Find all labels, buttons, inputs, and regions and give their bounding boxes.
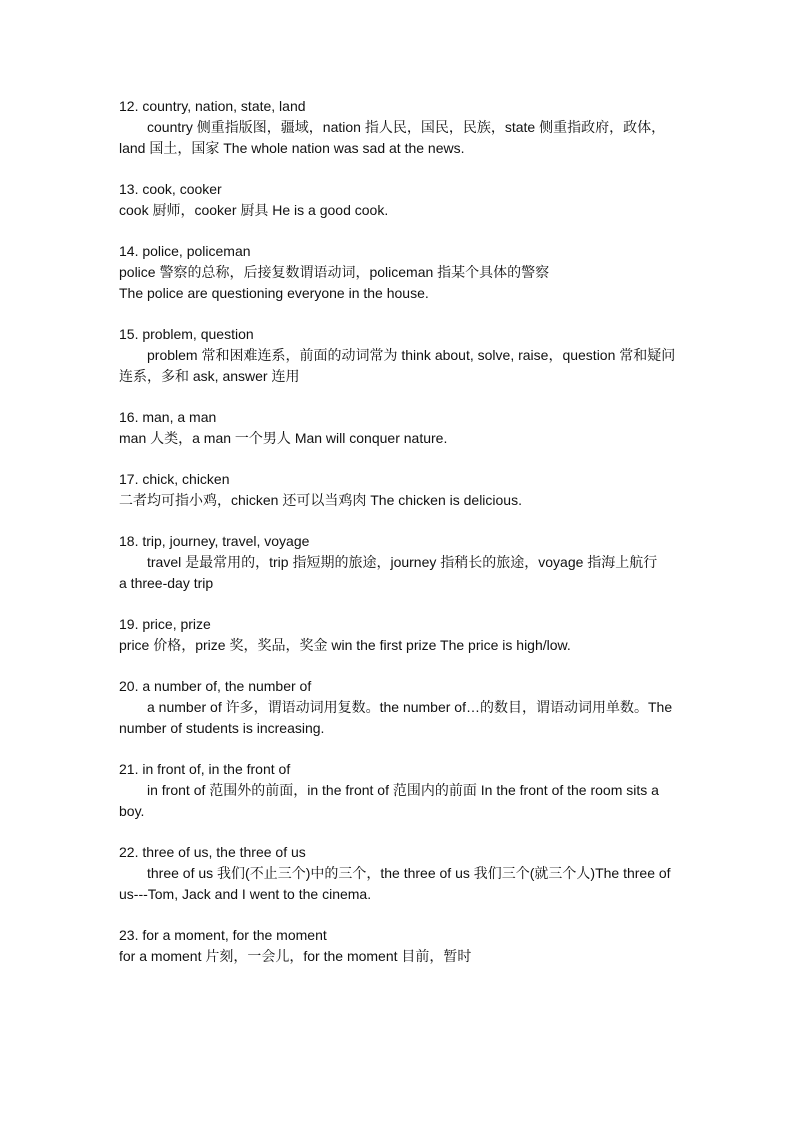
entry-heading: 17. chick, chicken (119, 471, 230, 487)
entry-explanation: in front of 范围外的前面，in the front of 范围内的前面 In the front of the room sits a boy. (119, 782, 659, 819)
entry-heading: 20. a number of, the number of (119, 678, 312, 694)
entry-heading: 21. in front of, in the front of (119, 761, 291, 777)
entry-heading: 14. police, policeman (119, 243, 251, 259)
entry-explanation: man 人类，a man 一个男人 Man will conquer nature. (119, 430, 448, 446)
entry-heading: 19. price, prize (119, 616, 211, 632)
entry-explanation: travel 是最常用的，trip 指短期的旅途，journey 指稍长的旅途，voyage 指海上航行 (147, 554, 658, 570)
entry-explanation: three of us 我们(不止三个)中的三个，the three of us 我们三个(就三个人)The three of us---Tom, Jack and I went to the cinema. (119, 865, 671, 902)
entry-18 (119, 531, 679, 594)
entry-heading: 18. trip, journey, travel, voyage (119, 533, 310, 549)
entry-explanation: for a moment 片刻，一会儿，for the moment 目前，暂时 (119, 948, 472, 964)
entry-15 (119, 324, 679, 387)
entry-heading: 13. cook, cooker (119, 181, 222, 197)
entry-explanation: cook 厨师，cooker 厨具 He is a good cook. (119, 202, 389, 218)
entry-23 (119, 925, 679, 967)
entry-explanation: police 警察的总称，后接复数谓语动词，policeman 指某个具体的警察 (119, 264, 550, 280)
entry-heading: 22. three of us, the three of us (119, 844, 306, 860)
entry-heading: 23. for a moment, for the moment (119, 927, 327, 943)
entry-example: land 国土，国家 The whole nation was sad at the news. (119, 140, 465, 156)
entry-22 (119, 842, 679, 905)
entry-20 (119, 676, 679, 739)
entry-explanation: price 价格，prize 奖，奖品，奖金 win the first prize The price is high/low. (119, 637, 571, 653)
entry-19 (119, 614, 679, 656)
entry-17 (119, 469, 679, 511)
entry-explanation: a number of 许多，谓语动词用复数。the number of…的数目，谓语动词用单数。The number of students is increasing. (119, 699, 673, 736)
document-page (119, 96, 679, 987)
entry-explanation: country 侧重指版图，疆域，nation 指人民，国民，民族，state 侧重指政府，政体， (147, 119, 666, 135)
entry-heading: 16. man, a man (119, 409, 217, 425)
entry-heading: 15. problem, question (119, 326, 254, 342)
entry-example: The police are questioning everyone in the house. (119, 285, 429, 301)
entry-heading: 12. country, nation, state, land (119, 98, 306, 114)
entry-example: a three-day trip (119, 575, 214, 591)
entry-16 (119, 407, 679, 449)
entry-explanation: 二者均可指小鸡，chicken 还可以当鸡肉 The chicken is delicious. (119, 492, 522, 508)
entry-14 (119, 241, 679, 304)
entry-21 (119, 759, 679, 822)
entry-explanation: problem 常和困难连系，前面的动词常为 think about, solve, raise，question 常和疑问连系，多和 ask, answer 连用 (119, 347, 676, 384)
entry-13 (119, 179, 679, 221)
entry-12 (119, 96, 679, 159)
